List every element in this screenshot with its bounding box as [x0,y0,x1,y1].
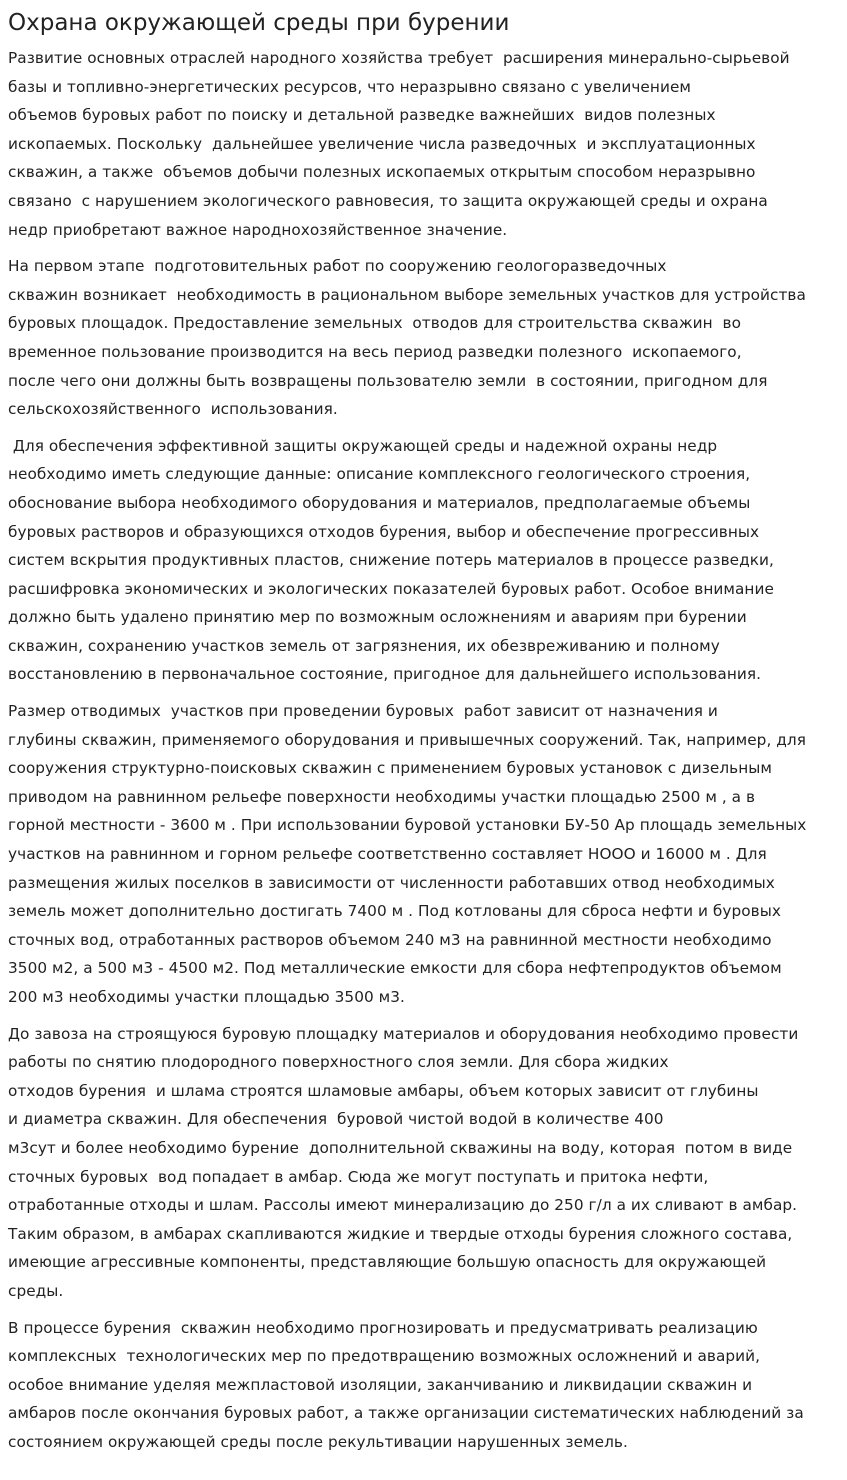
text-line: глубины скважин, применяемого оборудования и привышечных сооружений. Так, например, для [8,730,806,749]
text-line: скважин, а также объемов добычи полезных ископаемых открытым способом неразрывно [8,163,756,182]
paragraph [8,44,839,244]
text-line: скважин, сохранению участков земель от загрязнения, их обезвреживанию и полному [8,636,720,655]
text-line: буровых площадок. Предоставление земельных отводов для строительства скважин во [8,314,742,333]
text-line: обоснование выбора необходимого оборудования и материалов, предполагаемые объемы [8,493,751,512]
text-line: На первом этапе подготовительных работ по сооружению геологоразведочных [8,257,667,276]
text-line: сооружения структурно-поисковых скважин с применением буровых установок с дизельным [8,759,772,778]
text-line: ископаемых. Поскольку дальнейшее увеличение числа разведочных и эксплуатационных [8,134,756,153]
text-line: м3сут и более необходимо бурение дополнительной скважины на воду, которая потом в виде [8,1138,793,1157]
page-title: Охрана окружающей среды при бурении [8,10,510,36]
text-line: сточных буровых вод попадает в амбар. Сюда же могут поступать и притока нефти, [8,1167,709,1186]
text-line: работы по снятию плодородного поверхностного слоя земли. Для сбора жидких [8,1053,669,1072]
text-line: должно быть удалено принятию мер по возможным осложнениям и авариям при бурении [8,608,747,627]
text-line: отходов бурения и шлама строятся шламовые амбары, объем которых зависит от глубины [8,1081,759,1100]
text-line: скважин возникает необходимость в рациональном выборе земельных участков для устройства [8,285,806,304]
text-line: Для обеспечения эффективной защиты окружающей среды и надежной охраны недр [8,436,718,455]
text-line: базы и топливно-энергетических ресурсов, что неразрывно связано с увеличением [8,77,691,96]
text-line: недр приобретают важное народнохозяйственное значение. [8,220,508,239]
paragraph [8,1020,839,1306]
paragraph [8,432,839,689]
text-line: буровых растворов и образующихся отходов бурения, выбор и обеспечение прогрессивных [8,522,760,541]
text-line: среды. [8,1281,64,1300]
text-line: Таким образом, в амбарах скапливаются жидкие и твердые отходы бурения сложного состава, [8,1224,793,1243]
text-line: сельскохозяйственного использования. [8,400,338,419]
text-line: и диаметра скважин. Для обеспечения буровой чистой водой в количестве 400 [8,1110,664,1129]
text-line: временное пользование производится на весь период разведки полезного ископаемого, [8,342,742,361]
text-line: состоянием окружающей среды после рекультивации нарушенных земель. [8,1432,628,1451]
text-line: В процессе бурения скважин необходимо прогнозировать и предусматривать реализацию [8,1318,758,1337]
text-line: связано с нарушением экологического равновесия, то защита окружающей среды и охрана [8,191,768,210]
article-body [8,44,839,1457]
paragraph [8,1314,839,1457]
text-line: размещения жилых поселков в зависимости от численности работавших отвод необходимых [8,873,775,892]
text-line: комплексных технологических мер по предотвращению возможных осложнений и аварий, [8,1347,761,1366]
text-line: земель может дополнительно достигать 7400 м . Под котлованы для сброса нефти и буровых [8,902,781,921]
text-line: особое внимание уделяя межпластовой изоляции, заканчиванию и ликвидации скважин и [8,1375,753,1394]
text-line: Размер отводимых участков при проведении буровых работ зависит от назначения и [8,702,718,721]
text-line: восстановлению в первоначальное состояние, пригодное для дальнейшего использования. [8,665,762,684]
text-line: горной местности - 3600 м . При использовании буровой установки БУ-50 Ар площадь земельных [8,816,807,835]
text-line: расшифровка экономических и экологических показателей буровых работ. Особое внимание [8,579,774,598]
text-line: амбаров после окончания буровых работ, а также организации систематических наблюдений за [8,1404,804,1423]
text-line: систем вскрытия продуктивных пластов, снижение потерь материалов в процессе разведки, [8,551,774,570]
text-line: объемов буровых работ по поиску и детальной разведке важнейших видов полезных [8,106,716,125]
text-line: участков на равнинном и горном рельефе соответственно составляет НООО и 16000 м . Для [8,845,767,864]
text-line: приводом на равнинном рельефе поверхности необходимы участки площадью 2500 м , а в [8,787,756,806]
text-line: Развитие основных отраслей народного хозяйства требует расширения минерально-сырьевой [8,49,790,67]
text-line: сточных вод, отработанных растворов объемом 240 м3 на равнинной местности необходимо [8,930,772,949]
text-line: До завоза на строящуюся буровую площадку материалов и оборудования необходимо провести [8,1024,799,1043]
text-line: необходимо иметь следующие данные: описание комплексного геологического строения, [8,465,751,484]
text-line: отработанные отходы и шлам. Рассолы имеют минерализацию до 250 г/л а их сливают в амбар. [8,1196,798,1215]
text-line: имеющие агрессивные компоненты, представляющие большую опасность для окружающей [8,1253,767,1272]
paragraph [8,697,839,1012]
text-line: 200 м3 необходимы участки площадью 3500 м3. [8,988,405,1006]
paragraph [8,252,839,424]
text-line: 3500 м2, а 500 м3 - 4500 м2. Под металлические емкости для сбора нефтепродуктов объемом [8,959,782,978]
text-line: после чего они должны быть возвращены пользователю земли в состоянии, пригодном для [8,371,768,390]
